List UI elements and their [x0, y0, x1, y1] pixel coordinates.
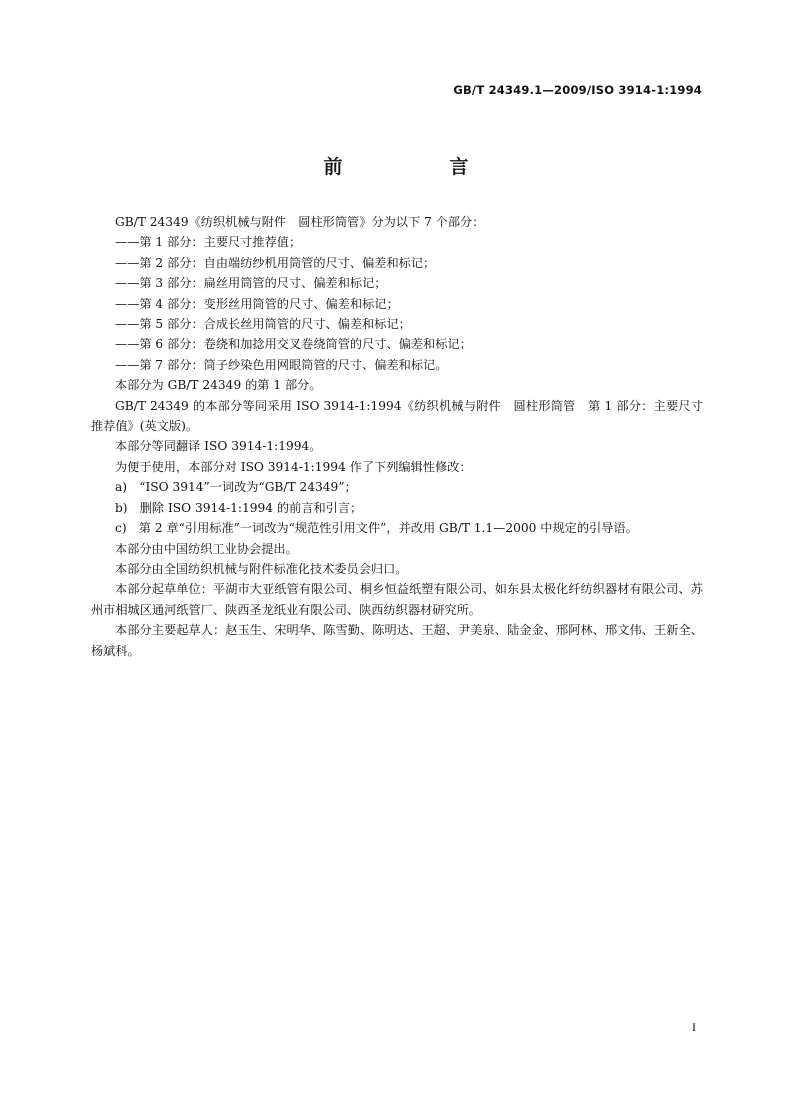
page-number: I — [692, 1020, 696, 1034]
paragraph-this-part: 本部分为 GB/T 24349 的第 1 部分。 — [115, 378, 322, 393]
list-item-part-2: ——第 2 部分：自由端纺纱机用筒管的尺寸、偏差和标记； — [115, 255, 436, 270]
paragraph-adoption: GB/T 24349 的本部分等同采用 ISO 3914-1:1994《纺织机械与附件 圆柱形筒管 第 1 部分：主要尺寸推荐值》(英文版)。 — [91, 398, 703, 434]
edit-item-b: b) 删除 ISO 3914-1:1994 的前言和引言； — [115, 500, 363, 515]
paragraph-edits-intro: 为便于使用，本部分对 ISO 3914-1:1994 作了下列编辑性修改： — [115, 459, 472, 474]
list-item-part-6: ——第 6 部分：卷绕和加捻用交叉卷绕筒管的尺寸、偏差和标记； — [115, 337, 472, 352]
list-item-part-7: ——第 7 部分：筒子纱染色用网眼筒管的尺寸、偏差和标记。 — [115, 357, 448, 372]
paragraph-drafting-units: 本部分起草单位：平湖市大亚纸管有限公司、桐乡恒益纸塑有限公司、如东县太极化纤纺织器材有限公司、苏州市相城区通河纸管厂、陕西圣龙纸业有限公司、陕西纺织器材研究所。 — [91, 582, 703, 617]
list-item-part-5: ——第 5 部分：合成长丝用筒管的尺寸、偏差和标记； — [115, 317, 411, 332]
standard-code: GB/T 24349.1—2009/ISO 3914-1:1994 — [453, 83, 702, 97]
list-item-part-1: ——第 1 部分：主要尺寸推荐值； — [115, 235, 302, 250]
list-item-part-3: ——第 3 部分：扁丝用筒管的尺寸、偏差和标记； — [115, 276, 387, 291]
paragraph-translation: 本部分等同翻译 ISO 3914-1:1994。 — [115, 439, 322, 454]
list-item-part-4: ——第 4 部分：变形丝用筒管的尺寸、偏差和标记； — [115, 296, 399, 311]
paragraph-intro: GB/T 24349《纺织机械与附件 圆柱形筒管》分为以下 7 个部分： — [115, 215, 485, 229]
foreword-body — [91, 212, 703, 661]
edit-item-a: a) “ISO 3914”一词改为“GB/T 24349”； — [115, 480, 357, 495]
edit-item-c: c) 第 2 章“引用标准”一词改为“规范性引用文件”，并改用 GB/T 1.1—2000 中规定的引导语。 — [115, 521, 638, 536]
paragraph-drafters: 本部分主要起草人：赵玉生、宋明华、陈雪勤、陈明达、王超、尹美泉、陆金金、邢阿林、邢文伟、王新全、杨斌科。 — [91, 623, 703, 658]
paragraph-proposer: 本部分由中国纺织工业协会提出。 — [115, 541, 298, 556]
paragraph-committee: 本部分由全国纺织机械与附件标准化技术委员会归口。 — [115, 561, 408, 576]
page-title: 前 言 — [323, 156, 513, 178]
